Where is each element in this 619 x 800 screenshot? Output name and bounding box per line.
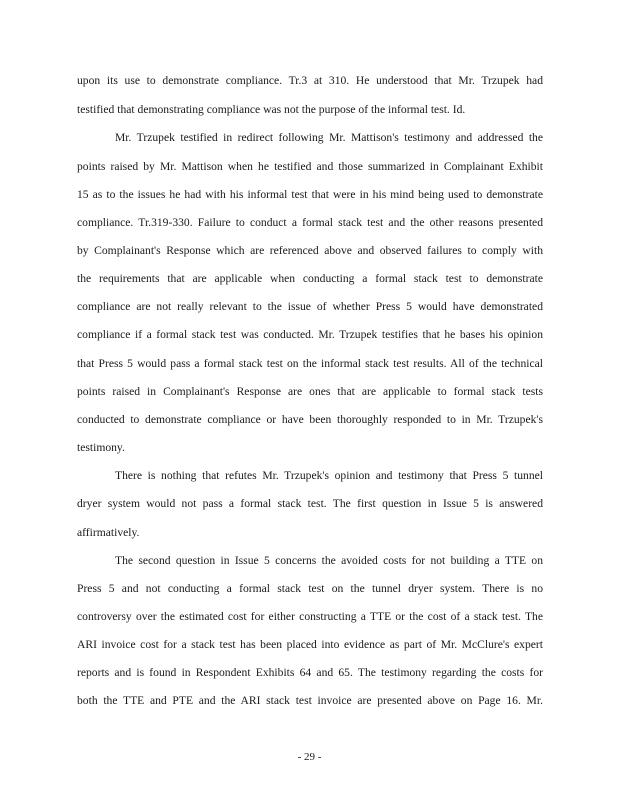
text-line: points raised in Complainant's Response are ones that are applicable to formal stack tests xyxy=(77,385,543,398)
text-line: Mr. Trzupek testified in redirect following Mr. Mattison's testimony and addressed the xyxy=(115,131,543,144)
text-line: conducted to demonstrate compliance or have been thoroughly responded to in Mr. Trzupek's xyxy=(77,413,543,426)
text-line: There is nothing that refutes Mr. Trzupek's opinion and testimony that Press 5 tunnel xyxy=(115,469,543,482)
text-line: upon its use to demonstrate compliance. Tr.3 at 310. He understood that Mr. Trzupek had xyxy=(77,74,543,87)
text-line: controversy over the estimated cost for either constructing a TTE or the cost of a stack test. The xyxy=(77,610,543,623)
text-line: compliance. Tr.319-330. Failure to conduct a formal stack test and the other reasons presented xyxy=(77,216,543,229)
text-line: affirmatively. xyxy=(77,526,140,539)
text-line: testified that demonstrating compliance was not the purpose of the informal test. Id. xyxy=(77,103,466,116)
text-line: Press 5 and not conducting a formal stack test on the tunnel dryer system. There is no xyxy=(77,582,543,595)
text-line: that Press 5 would pass a formal stack test on the informal stack test results. All of the technical xyxy=(77,357,543,370)
text-line: The second question in Issue 5 concerns the avoided costs for not building a TTE on xyxy=(115,554,543,567)
text-line: dryer system would not pass a formal stack test. The first question in Issue 5 is answered xyxy=(77,497,543,510)
page-number: - 29 - xyxy=(297,751,322,763)
text-line: points raised by Mr. Mattison when he testified and those summarized in Complainant Exhibit xyxy=(77,160,543,173)
text-line: the requirements that are applicable when conducting a formal stack test to demonstrate xyxy=(77,272,543,285)
text-line: testimony. xyxy=(77,441,125,454)
text-line: by Complainant's Response which are referenced above and observed failures to comply with xyxy=(77,244,543,257)
text-line: both the TTE and PTE and the ARI stack test invoice are presented above on Page 16. Mr. xyxy=(77,694,543,707)
text-line: compliance if a formal stack test was conducted. Mr. Trzupek testifies that he bases his opinion xyxy=(77,328,543,341)
text-line: 15 as to the issues he had with his informal test that were in his mind being used to demonstrate xyxy=(77,188,543,201)
text-line: compliance are not really relevant to the issue of whether Press 5 would have demonstrated xyxy=(77,300,543,313)
text-line: reports and is found in Respondent Exhibits 64 and 65. The testimony regarding the costs for xyxy=(77,666,543,679)
text-line: ARI invoice cost for a stack test has been placed into evidence as part of Mr. McClure's expert xyxy=(77,638,543,651)
